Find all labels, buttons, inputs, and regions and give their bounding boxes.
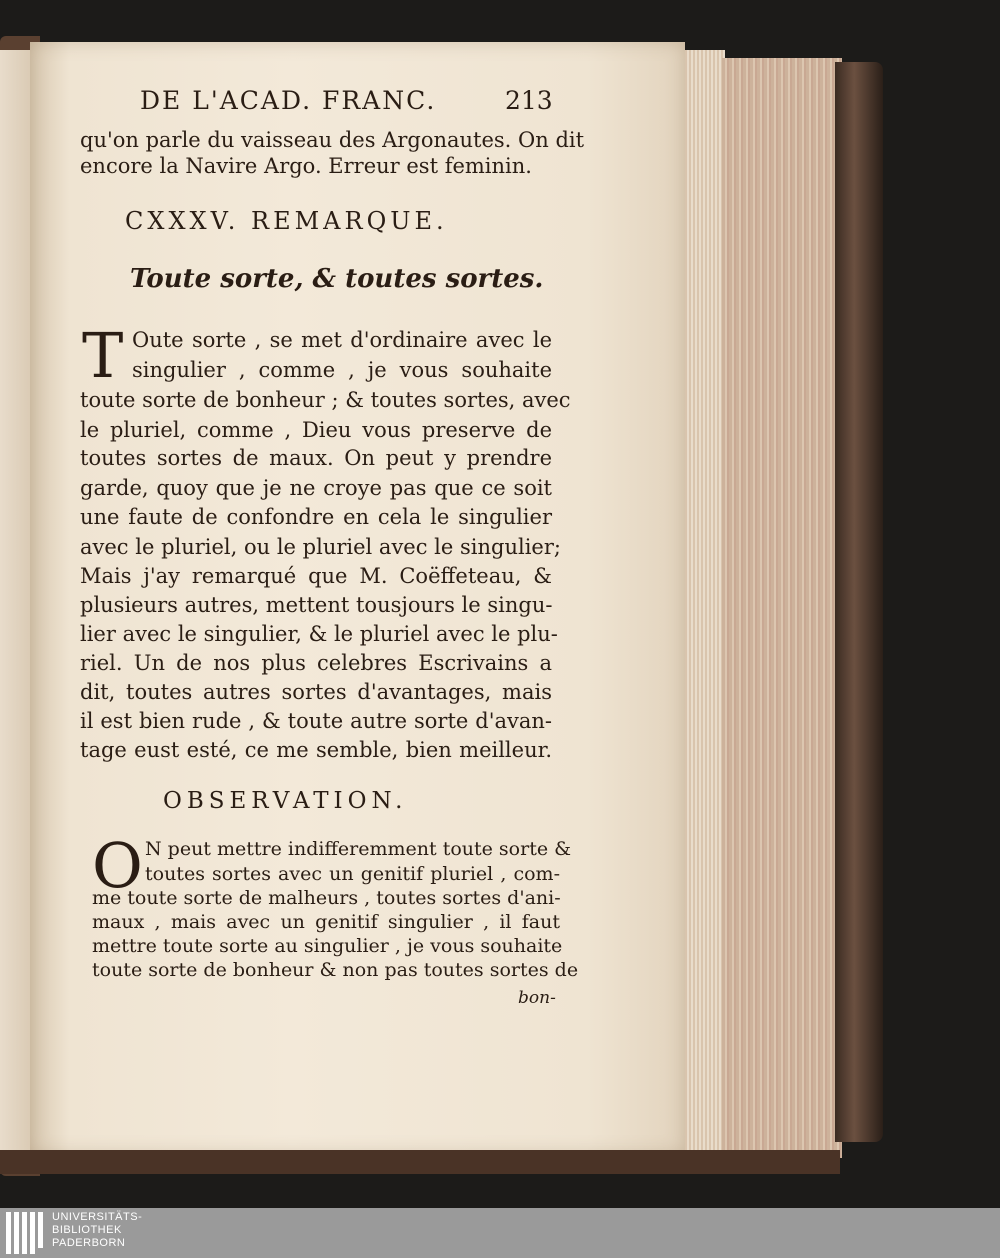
- observation-line: me toute sorte de malheurs , toutes sortes d'ani-: [92, 887, 561, 909]
- observation-line: mettre toute sorte au singulier , je vous souhaite: [92, 935, 563, 957]
- remark-line: tage eust esté, ce me semble, bien meilleur.: [80, 738, 552, 762]
- library-logo-text: [52, 1211, 142, 1250]
- observation-title: OBSERVATION.: [163, 788, 408, 814]
- remark-subtitle: Toute sorte, & toutes sortes.: [130, 264, 544, 294]
- page-block: [722, 58, 842, 1158]
- remark-line: dit, toutes autres sortes d'avantages, mais: [80, 680, 552, 704]
- logo-line: BIBLIOTHEK: [52, 1224, 122, 1236]
- page-fore-edge: [685, 50, 725, 1158]
- observation-dropcap: O: [92, 829, 143, 902]
- remark-line: riel. Un de nos plus celebres Escrivains a: [80, 651, 552, 675]
- bottom-cover-edge: [0, 1150, 840, 1174]
- observation-line: toutes sortes avec un genitif pluriel , com-: [145, 863, 560, 885]
- remark-line: il est bien rude , & toute autre sorte d'avan-: [80, 709, 552, 733]
- remark-line: toute sorte de bonheur ; & toutes sortes, avec: [80, 388, 571, 412]
- intro-line: qu'on parle du vaisseau des Argonautes. On dit: [80, 128, 585, 152]
- observation-line: N peut mettre indifferemment toute sorte &: [145, 838, 572, 860]
- page-number: 213: [505, 86, 553, 115]
- remark-line: toutes sortes de maux. On peut y prendre: [80, 446, 552, 470]
- library-footer: [0, 1208, 1000, 1258]
- observation-line: maux , mais avec un genitif singulier , il faut: [92, 911, 560, 933]
- logo-line: UNIVERSITÄTS-: [52, 1211, 143, 1223]
- remark-line: plusieurs autres, mettent tousjours le singu-: [80, 593, 553, 617]
- book-cover-edge: [835, 62, 883, 1142]
- observation-line: toute sorte de bonheur & non pas toutes sortes de: [92, 959, 579, 981]
- remark-title: CXXXV. REMARQUE.: [125, 207, 448, 235]
- remark-line: lier avec le singulier, & le pluriel avec le plu-: [80, 622, 558, 646]
- remark-line: singulier , comme , je vous souhaite: [132, 358, 552, 382]
- running-header: DE L'ACAD. FRANC.: [140, 86, 437, 115]
- intro-line: encore la Navire Argo. Erreur est feminin.: [80, 154, 532, 178]
- left-page-edge: [0, 50, 34, 1160]
- remark-line: avec le pluriel, ou le pluriel avec le singulier;: [80, 535, 561, 559]
- remark-dropcap: T: [82, 319, 124, 392]
- remark-line: Mais j'ay remarqué que M. Coëffeteau, &: [80, 564, 552, 588]
- library-logo-icon: [6, 1212, 46, 1254]
- catchword: bon-: [518, 988, 556, 1008]
- logo-line: PADERBORN: [52, 1237, 126, 1249]
- remark-line: Oute sorte , se met d'ordinaire avec le: [132, 328, 552, 352]
- remark-line: garde, quoy que je ne croye pas que ce soit: [80, 476, 552, 500]
- remark-line: une faute de confondre en cela le singulier: [80, 505, 552, 529]
- remark-line: le pluriel, comme , Dieu vous preserve de: [80, 418, 552, 442]
